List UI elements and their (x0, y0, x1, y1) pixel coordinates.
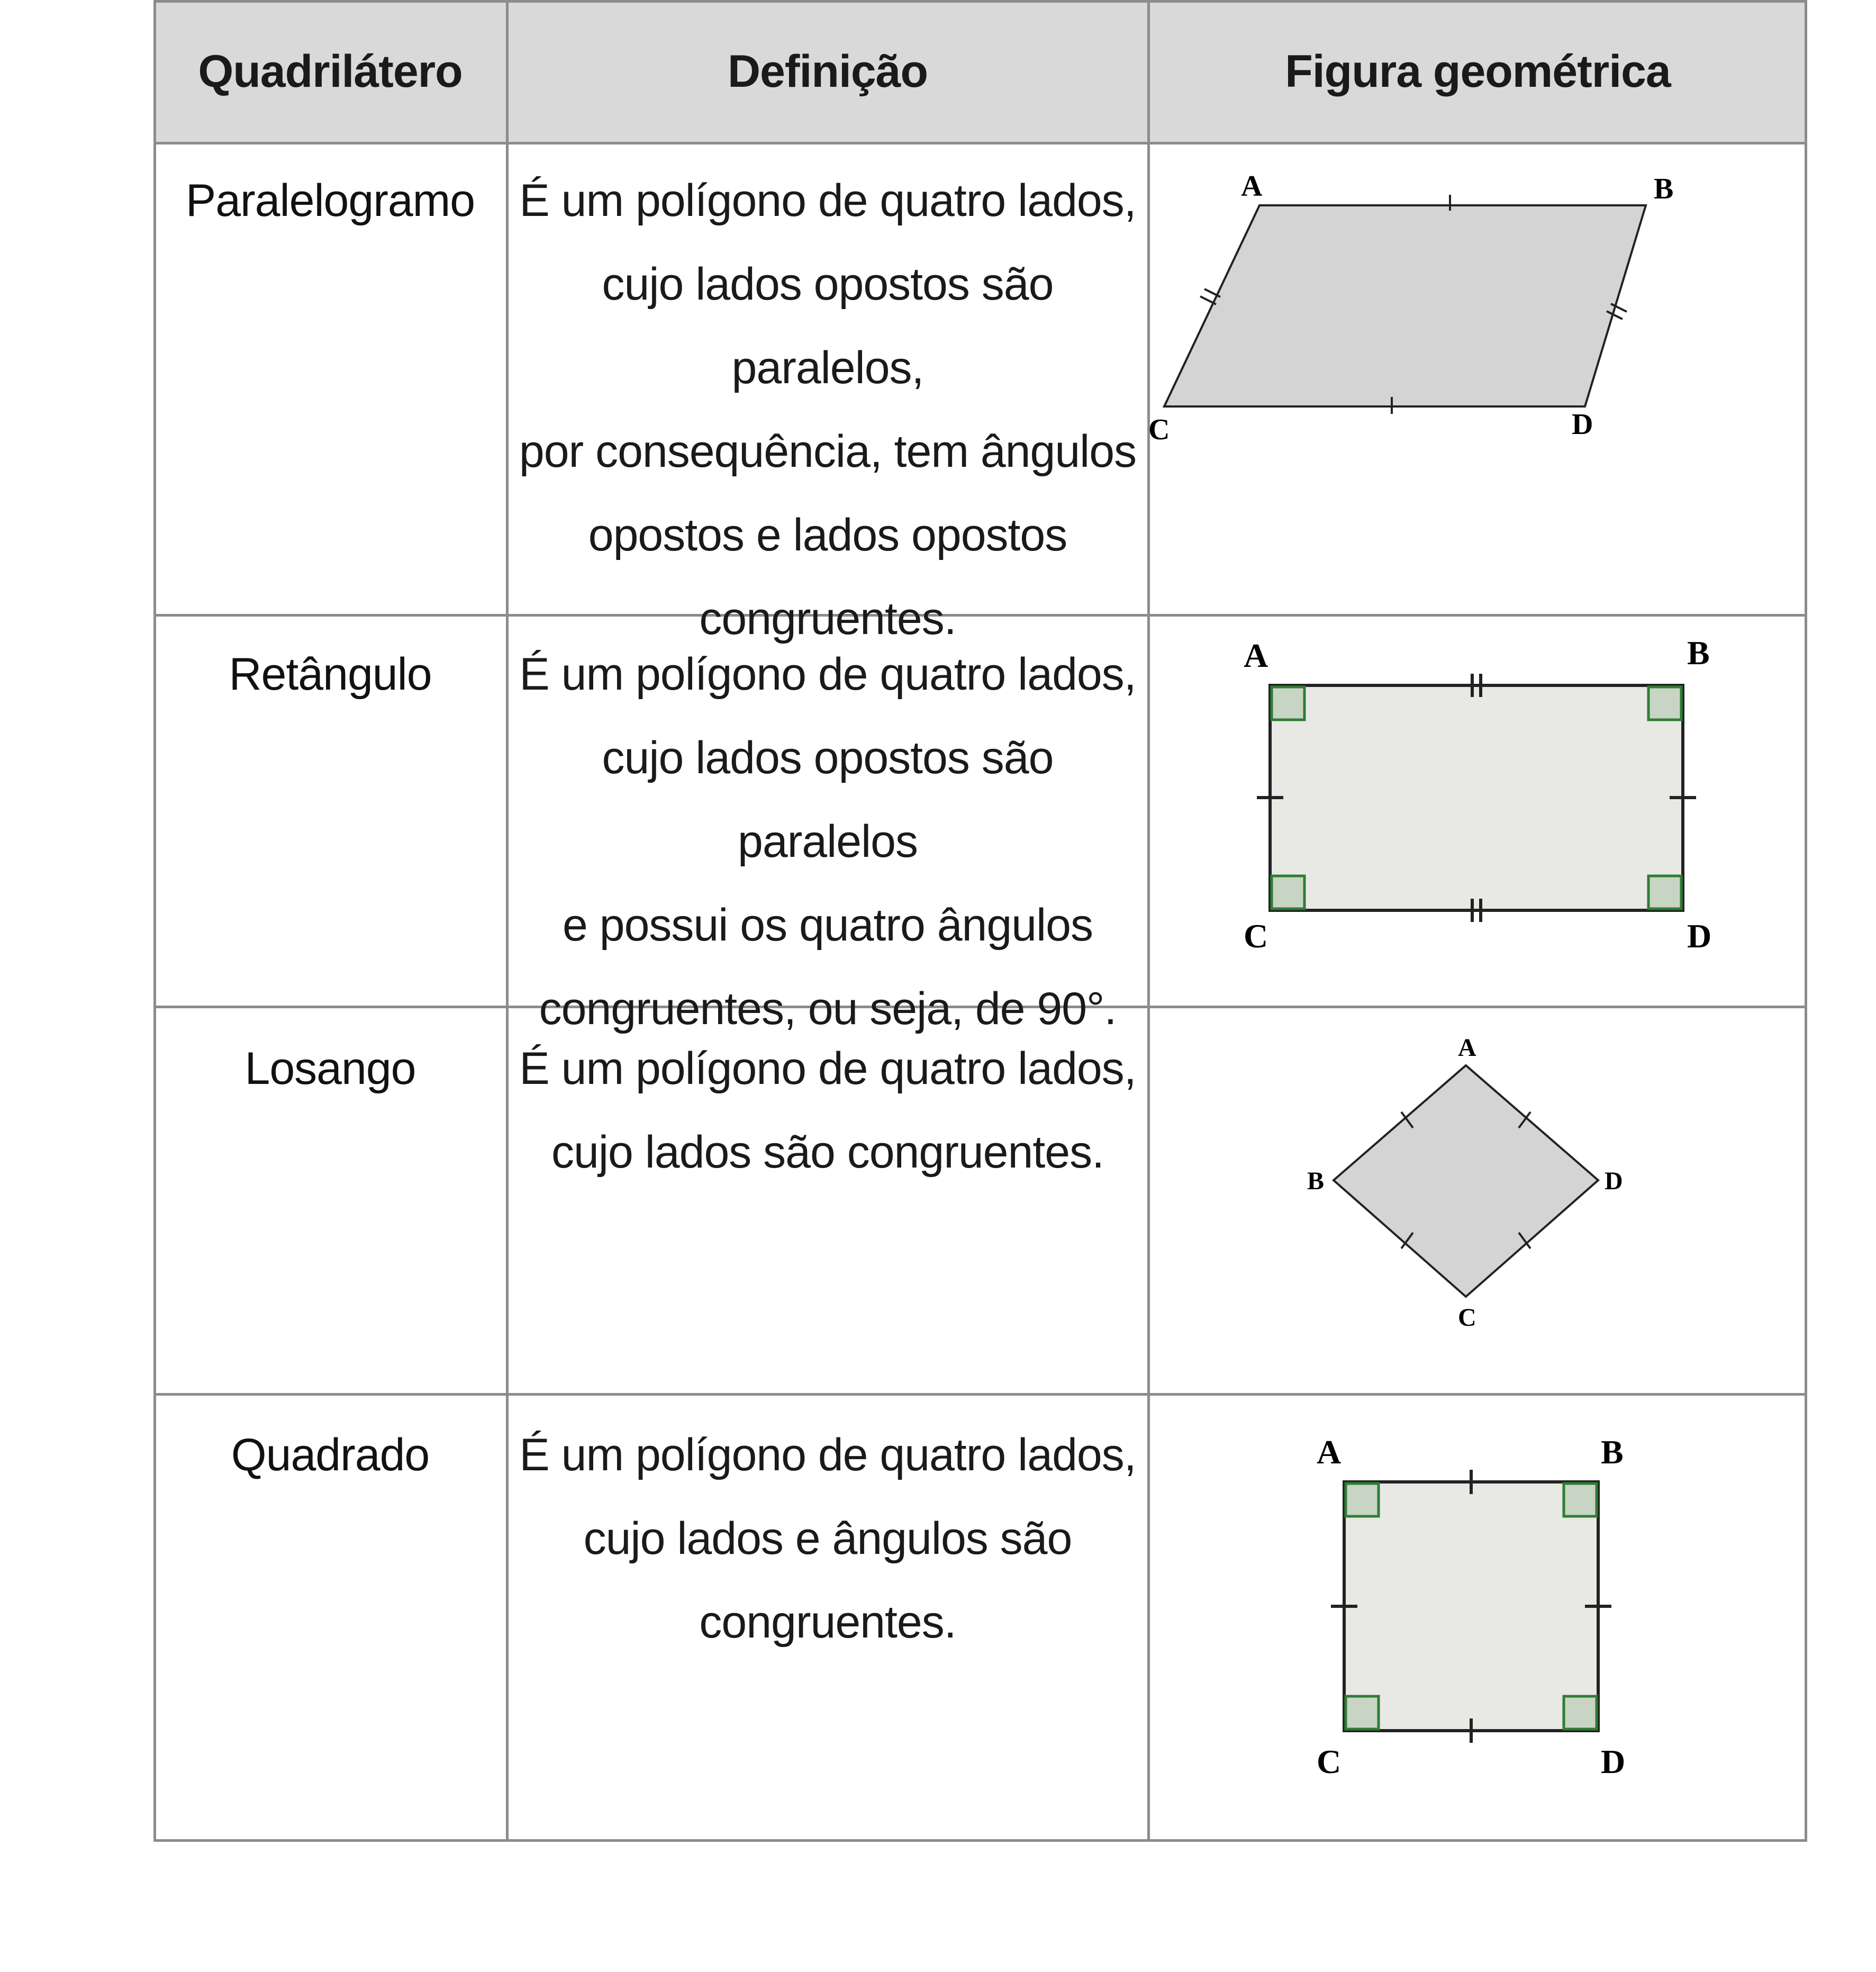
row-definition-paralelogramo (507, 159, 1148, 661)
rhombus-shape (1334, 1065, 1598, 1297)
vertex-label-d: D (1572, 408, 1593, 441)
quadrilateral-table (153, 0, 1807, 1842)
definition-line: cujo lados e ângulos são (583, 1513, 1072, 1564)
definition-line: cujo lados opostos são paralelos, (602, 259, 1054, 393)
parallelogram-shape (1164, 205, 1646, 406)
vertex-label-a: A (1458, 1034, 1476, 1062)
definition-line: É um polígono de quatro lados, (519, 175, 1136, 226)
header-figura: Figura geométrica (1148, 0, 1807, 143)
row-name-retangulo: Retângulo (229, 649, 432, 700)
vertex-label-b: B (1687, 634, 1710, 672)
row-name-losango: Losango (244, 1043, 416, 1094)
vertex-label-b: B (1601, 1433, 1624, 1471)
grid-line (153, 0, 1807, 3)
definition-line: É um polígono de quatro lados, (519, 649, 1136, 700)
vertex-label-d: D (1605, 1167, 1623, 1195)
header-definicao: Definição (507, 0, 1148, 143)
row-definition-retangulo (507, 632, 1148, 1051)
header-quadrilatero: Quadrilátero (153, 0, 507, 143)
right-angle-mark (1272, 876, 1304, 909)
rectangle-shape (1270, 685, 1683, 910)
definition-line: congruentes. (699, 593, 956, 644)
right-angle-mark (1346, 1483, 1379, 1516)
definition-line: congruentes. (699, 1597, 956, 1648)
grid-line (153, 0, 156, 1842)
definition-line: opostos e lados opostos (588, 510, 1067, 560)
definition-line: cujo lados opostos são paralelos (602, 732, 1054, 867)
right-angle-mark (1564, 1483, 1597, 1516)
vertex-label-a: A (1317, 1433, 1342, 1471)
row-name-quadrado: Quadrado (231, 1430, 430, 1480)
rectangle-figure (1148, 617, 1807, 1006)
vertex-label-a: A (1241, 170, 1263, 203)
row-definition-quadrado (507, 1413, 1148, 1664)
vertex-label-b: B (1654, 173, 1674, 205)
definition-line: É um polígono de quatro lados, (519, 1430, 1136, 1480)
definition-line: congruentes, ou seja, de 90°. (539, 983, 1117, 1034)
definition-line: cujo lados são congruentes. (551, 1127, 1104, 1178)
vertex-label-c: C (1244, 917, 1268, 955)
vertex-label-c: C (1148, 413, 1170, 446)
right-angle-mark (1346, 1696, 1379, 1729)
right-angle-mark (1564, 1696, 1597, 1729)
rhombus-figure (1148, 1008, 1807, 1395)
definition-line: por consequência, tem ângulos (519, 426, 1137, 477)
vertex-label-d: D (1687, 917, 1712, 955)
right-angle-mark (1272, 687, 1304, 720)
right-angle-mark (1648, 876, 1681, 909)
row-name-paralelogramo: Paralelogramo (185, 175, 475, 226)
vertex-label-a: A (1244, 637, 1268, 674)
vertex-label-b: B (1307, 1167, 1325, 1195)
parallelogram-figure (1148, 143, 1807, 614)
definition-line: É um polígono de quatro lados, (519, 1043, 1136, 1094)
right-angle-mark (1648, 687, 1681, 720)
vertex-label-c: C (1458, 1304, 1476, 1332)
row-definition-losango (507, 1027, 1148, 1194)
vertex-label-c: C (1317, 1743, 1342, 1780)
vertex-label-d: D (1601, 1743, 1626, 1780)
square-shape (1344, 1482, 1598, 1731)
definition-line: e possui os quatro ângulos (563, 900, 1093, 951)
square-figure (1148, 1396, 1807, 1840)
